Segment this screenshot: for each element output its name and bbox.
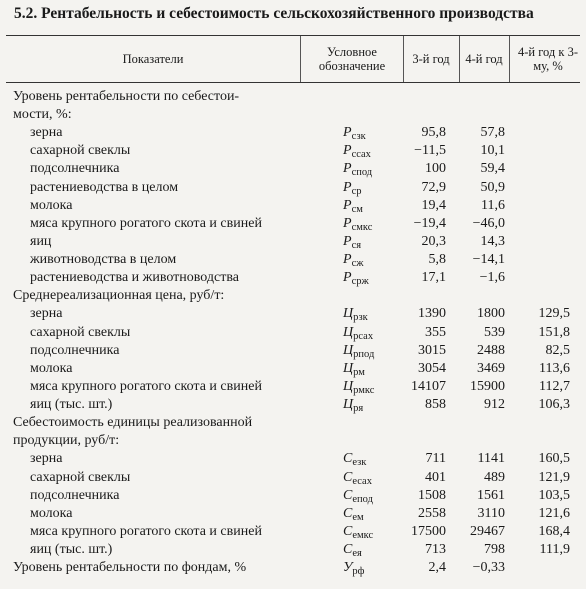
row-label: мости, %: <box>13 107 72 123</box>
value-year3: 401 <box>425 469 446 485</box>
value-year4: 912 <box>484 397 505 413</box>
symbol-main: У <box>343 560 353 576</box>
symbol-subscript: ем <box>352 511 364 523</box>
row-symbol <box>343 469 372 488</box>
value-year4: 10,1 <box>480 143 505 159</box>
value-year3: 3054 <box>418 360 446 376</box>
header-year4: 4-й год <box>465 52 503 66</box>
table-row <box>0 378 586 396</box>
value-year4: 798 <box>484 542 505 557</box>
value-year3: 1390 <box>418 306 446 322</box>
table-row <box>0 523 586 541</box>
row-symbol <box>343 487 373 506</box>
row-label: Уровень рентабельности по фондам, % <box>13 560 247 576</box>
symbol-subscript: ея <box>352 548 362 559</box>
value-year3: −19,4 <box>413 215 446 231</box>
row-symbol <box>343 450 366 469</box>
value-year4: 1561 <box>477 487 505 503</box>
table-row <box>0 88 586 106</box>
table-row <box>0 342 586 360</box>
value-year3: 713 <box>425 542 446 557</box>
symbol-main: С <box>343 542 353 557</box>
row-label: сахарной свеклы <box>30 469 131 485</box>
value-year4: 1141 <box>477 451 505 467</box>
value-ratio: 121,6 <box>538 505 570 521</box>
row-symbol <box>343 396 363 415</box>
value-ratio: 121,9 <box>538 469 570 485</box>
row-symbol <box>343 305 368 324</box>
row-symbol <box>343 523 373 542</box>
column-divider <box>459 36 460 82</box>
row-label: мяса крупного рогатого скота и свиней <box>30 523 262 539</box>
value-year3: 711 <box>425 451 446 467</box>
symbol-main: Ц <box>343 360 354 376</box>
value-year3: −11,5 <box>414 143 446 159</box>
symbol-subscript: рмкс <box>353 384 375 396</box>
row-symbol <box>343 179 361 198</box>
symbol-subscript: емкс <box>352 529 374 541</box>
symbol-main: С <box>343 523 353 539</box>
table-row <box>0 450 586 468</box>
symbol-subscript: езк <box>352 457 367 469</box>
symbol-main: Р <box>343 252 352 268</box>
value-year3: 20,3 <box>421 233 446 249</box>
value-ratio: 160,5 <box>538 451 570 467</box>
symbol-subscript: ря <box>353 403 364 415</box>
row-label: растениеводства и животноводства <box>30 270 239 286</box>
table-row <box>0 269 586 287</box>
value-year3: 17500 <box>411 523 446 539</box>
symbol-subscript: рпод <box>353 348 375 360</box>
symbol-main: Р <box>343 215 352 231</box>
row-symbol <box>343 197 363 216</box>
row-label: зерна <box>30 306 63 322</box>
value-year4: 1800 <box>477 306 505 322</box>
row-label: мяса крупного рогатого скота и свиней <box>30 378 262 394</box>
table-row <box>0 505 586 523</box>
symbol-main: Р <box>343 143 352 159</box>
header-indicator: Показатели <box>122 52 184 66</box>
symbol-subscript: ср <box>351 185 362 197</box>
value-year4: 2488 <box>477 342 505 358</box>
value-year4: 3469 <box>477 360 505 376</box>
symbol-subscript: ся <box>351 239 362 251</box>
symbol-main: Ц <box>343 324 354 340</box>
row-symbol <box>343 251 363 270</box>
symbol-main: Р <box>343 233 352 249</box>
column-divider <box>300 36 301 82</box>
value-year3: 3015 <box>418 342 446 358</box>
value-ratio: 103,5 <box>538 487 570 503</box>
row-label: молока <box>30 197 73 213</box>
row-label: Среднереализационная цена, руб/т: <box>13 288 225 304</box>
row-label: сахарной свеклы <box>30 143 131 159</box>
symbol-main: Р <box>343 125 352 141</box>
table-row <box>0 215 586 233</box>
symbol-subscript: см <box>351 203 363 215</box>
table-title: 5.2. Рентабельность и себестоимость сельскохозяйственного производства <box>14 5 534 22</box>
value-year4: −14,1 <box>472 252 505 268</box>
value-year3: 355 <box>425 324 446 340</box>
row-symbol <box>343 233 361 252</box>
header-symbol: Условное обозначение <box>318 45 386 73</box>
symbol-subscript: рм <box>353 366 365 378</box>
row-label: зерна <box>30 125 63 141</box>
row-symbol <box>343 378 374 397</box>
row-label: зерна <box>30 451 63 467</box>
row-label: яиц <box>30 233 52 249</box>
row-label: сахарной свеклы <box>30 324 131 340</box>
row-label: молока <box>30 505 73 521</box>
value-ratio: 111,9 <box>539 542 570 557</box>
symbol-subscript: ссах <box>351 149 371 161</box>
table-row <box>0 142 586 160</box>
row-label: Уровень рентабельности по себестои- <box>13 89 240 104</box>
header-bottom-rule <box>6 82 580 83</box>
value-year4: −46,0 <box>472 215 505 231</box>
symbol-subscript: есах <box>352 475 372 487</box>
value-year3: 858 <box>425 397 446 413</box>
symbol-main: С <box>343 469 353 485</box>
row-label: молока <box>30 360 73 376</box>
row-symbol <box>343 505 364 524</box>
table-row <box>0 469 586 487</box>
value-year4: 59,4 <box>480 161 505 177</box>
header-year3: 3-й год <box>412 52 450 66</box>
symbol-main: Ц <box>343 397 354 413</box>
column-divider <box>509 36 510 82</box>
table-row <box>0 360 586 378</box>
value-year4: 57,8 <box>480 125 505 141</box>
symbol-subscript: рсах <box>353 330 374 342</box>
table-row <box>0 106 586 124</box>
symbol-main: Р <box>343 161 352 177</box>
symbol-subscript: епод <box>352 493 373 505</box>
symbol-main: Р <box>343 179 352 195</box>
value-ratio: 151,8 <box>538 324 570 340</box>
symbol-subscript: смкс <box>351 221 373 233</box>
symbol-subscript: спод <box>351 167 373 179</box>
table-row <box>0 396 586 414</box>
value-year4: 29467 <box>470 523 505 539</box>
header-ratio: 4-й год к 3-му, % <box>517 45 579 73</box>
value-year3: 72,9 <box>421 179 446 195</box>
table-row <box>0 233 586 251</box>
value-ratio: 129,5 <box>538 306 570 322</box>
value-year3: 17,1 <box>421 270 446 286</box>
table-row <box>0 541 586 559</box>
symbol-main: Ц <box>343 342 354 358</box>
symbol-main: С <box>343 487 353 503</box>
value-ratio: 113,6 <box>539 360 570 376</box>
column-divider <box>403 36 404 82</box>
table-row <box>0 197 586 215</box>
row-symbol <box>343 559 364 578</box>
symbol-main: Р <box>343 270 352 286</box>
symbol-main: Ц <box>343 306 354 322</box>
row-label: животноводства в целом <box>30 252 177 268</box>
row-symbol <box>343 342 374 361</box>
value-year4: 11,6 <box>481 197 505 213</box>
table-row <box>0 124 586 142</box>
table-row <box>0 559 586 577</box>
value-year4: 539 <box>484 324 505 340</box>
symbol-subscript: сзк <box>351 131 366 143</box>
value-year3: 95,8 <box>421 125 446 141</box>
row-symbol <box>343 324 373 343</box>
symbol-subscript: срж <box>351 276 369 288</box>
value-year4: 489 <box>484 469 505 485</box>
row-label: подсолнечника <box>30 161 120 177</box>
value-year3: 2,4 <box>428 560 446 576</box>
value-year4: −1,6 <box>479 270 505 286</box>
row-symbol <box>343 124 366 143</box>
row-symbol <box>343 142 371 161</box>
table-row <box>0 432 586 450</box>
value-year3: 14107 <box>411 378 446 394</box>
table-row <box>0 487 586 505</box>
row-label: подсолнечника <box>30 487 120 503</box>
symbol-subscript: сж <box>351 258 364 270</box>
value-year4: 3110 <box>477 505 505 521</box>
row-symbol <box>343 360 365 379</box>
value-year3: 1508 <box>418 487 446 503</box>
table-row <box>0 251 586 269</box>
row-label: мяса крупного рогатого скота и свиней <box>30 215 262 231</box>
row-label: подсолнечника <box>30 342 120 358</box>
symbol-subscript: рф <box>352 566 365 578</box>
value-year3: 5,8 <box>428 252 446 268</box>
row-label: яиц (тыс. шт.) <box>30 542 113 557</box>
table-row <box>0 414 586 432</box>
row-label: яиц (тыс. шт.) <box>30 397 113 413</box>
table-row <box>0 160 586 178</box>
value-year3: 2558 <box>418 505 446 521</box>
value-year4: 15900 <box>470 378 505 394</box>
symbol-subscript: рзк <box>353 312 368 324</box>
row-symbol <box>343 541 362 560</box>
symbol-main: Ц <box>343 378 354 394</box>
value-year3: 100 <box>425 161 446 177</box>
value-ratio: 82,5 <box>545 342 570 358</box>
value-ratio: 112,7 <box>539 378 570 394</box>
row-label: растениеводства в целом <box>30 179 179 195</box>
value-year3: 19,4 <box>421 197 446 213</box>
value-year4: −0,33 <box>472 560 505 576</box>
row-symbol <box>343 215 372 234</box>
table-row <box>0 287 586 305</box>
table-row <box>0 324 586 342</box>
value-ratio: 106,3 <box>538 397 570 413</box>
symbol-main: Р <box>343 197 352 213</box>
value-year4: 14,3 <box>480 233 505 249</box>
symbol-main: С <box>343 451 353 467</box>
row-symbol <box>343 269 369 288</box>
table-row <box>0 305 586 323</box>
value-year4: 50,9 <box>480 179 505 195</box>
symbol-main: С <box>343 505 353 521</box>
row-label: продукции, руб/т: <box>13 433 120 449</box>
row-symbol <box>343 160 372 179</box>
value-ratio: 168,4 <box>538 523 570 539</box>
row-label: Себестоимость единицы реализованной <box>13 415 253 431</box>
table-row <box>0 179 586 197</box>
